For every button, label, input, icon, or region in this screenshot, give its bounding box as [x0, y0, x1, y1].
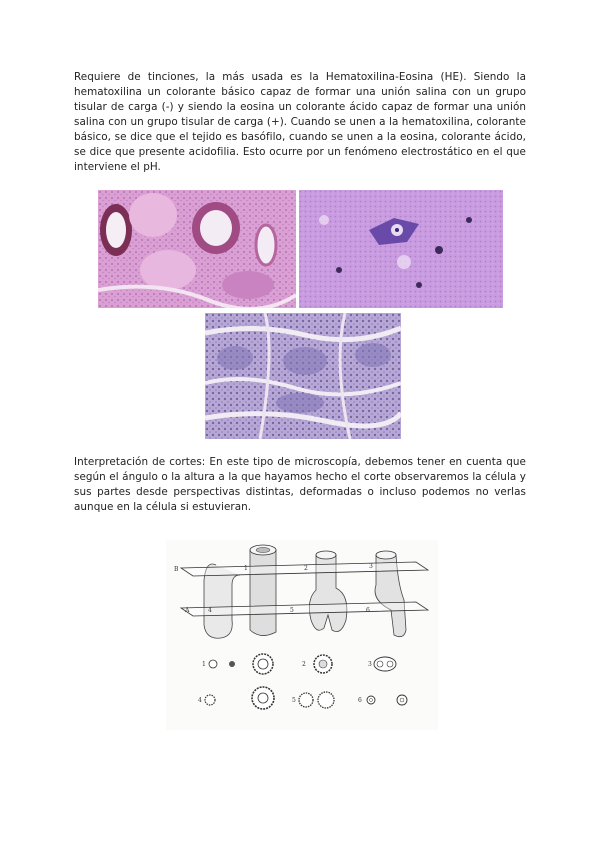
section-3-label: 3 [368, 661, 372, 668]
plane-b-label: B [174, 566, 179, 573]
section-4-label: 4 [198, 697, 202, 704]
section-5-label: 5 [292, 697, 296, 704]
section-2-label: 2 [302, 661, 306, 668]
section-6-label: 6 [358, 697, 362, 704]
section-1-label: 1 [202, 661, 206, 668]
tube-4-label: 4 [208, 607, 212, 614]
micrograph-he-follicles [98, 190, 296, 308]
tube-1-label: 1 [244, 565, 248, 572]
tube-6-label: 6 [366, 607, 370, 614]
plane-a-label: A [185, 607, 190, 614]
tube-5-label: 5 [290, 607, 294, 614]
tube-3-label: 3 [369, 563, 373, 570]
interpretation-paragraph: Interpretación de cortes: En este tipo de microscopía, debemos tener en cuenta que según el ángulo o la altura a la que hayamos hecho el corte observaremos la célula y sus partes desde perspectivas distintas, deformadas o incluso podemos no verlas aunque en la célula si estuvieran. [74, 456, 526, 513]
micrograph-he-neuron [299, 190, 503, 308]
tube-2-label: 2 [304, 565, 308, 572]
section-planes-diagram [166, 540, 438, 730]
staining-paragraph: Requiere de tinciones, la más usada es la Hematoxilina-Eosina (HE). Siendo la hematoxilina un colorante básico capaz de formar una unión salina con un grupo tisular de carga (-) y siendo la eosina un colorante ácido capaz de formar una unión salina con un grupo tisular de carga (+). Cuando se unen a la hematoxilina, colorante básico, se dice que el tejido es basófilo, cuando se unen a la eosina, colorante ácido, se dice que presente acidofilia. Esto ocurre por un fenómeno electrostático en el que interviene el pH. [74, 71, 526, 173]
micrograph-he-acini [205, 313, 401, 439]
